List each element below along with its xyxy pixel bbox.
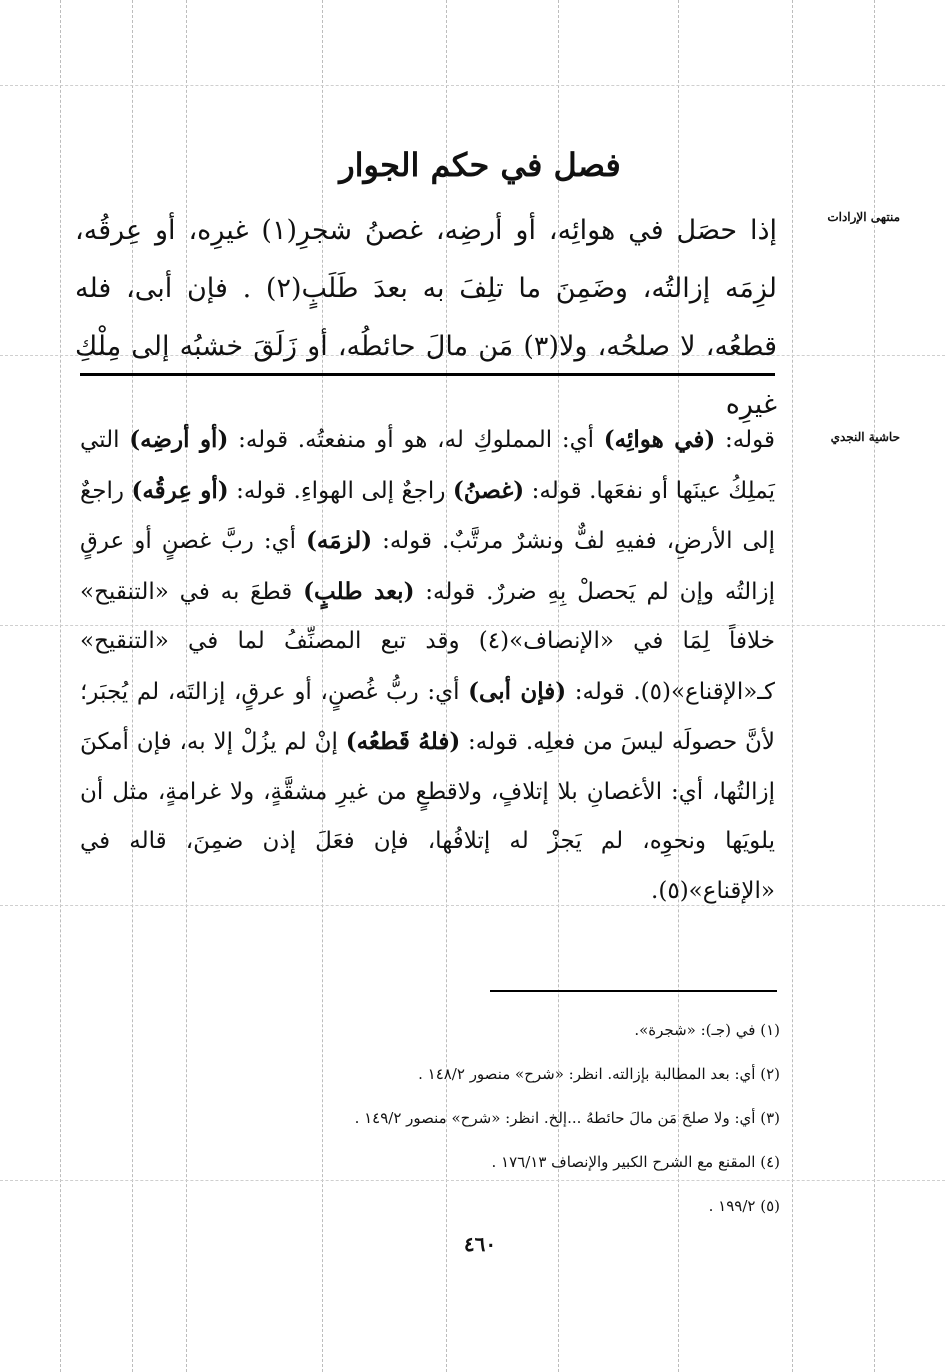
footnotes bbox=[240, 1008, 780, 1228]
footnote-item: (٥) ١٩٩/٢ . bbox=[708, 1197, 780, 1215]
hashiya-quoted-term: (بعد طلبٍ) bbox=[303, 577, 415, 605]
hashiya-text bbox=[80, 415, 775, 916]
guide-line bbox=[60, 0, 61, 1372]
guide-line bbox=[0, 85, 945, 86]
hashiya-segment: أي: المملوكِ له، هو أو منفعتُه. قوله: bbox=[228, 427, 604, 453]
footnote-item: (٤) المقنع مع الشرح الكبير والإنصاف ١٧٦/١٣ . bbox=[491, 1153, 780, 1171]
guide-line bbox=[874, 0, 875, 1372]
hashiya-label: حاشية النجدي bbox=[830, 430, 900, 444]
footnote-rule bbox=[490, 990, 777, 992]
footnote-item: (٢) أي: بعد المطالبة بإزالته. انظر: «شرح» منصور ١٤٨/٢ . bbox=[418, 1065, 780, 1083]
hashiya-quoted-term: (أو أرضِه) bbox=[129, 426, 229, 453]
page-number: ٤٦٠ bbox=[463, 1232, 497, 1256]
matn-label: منتهى الإرادات bbox=[827, 210, 900, 224]
hashiya-segment: قوله: bbox=[715, 427, 775, 453]
hashiya-paragraph bbox=[80, 415, 775, 916]
matn-text bbox=[75, 202, 777, 434]
footnote-item: (٣) أي: ولا صلحَ مَن مالَ حائطهُ ...إلخ. انظر: «شرح» منصور ١٤٩/٢ . bbox=[354, 1109, 780, 1127]
hashiya-segment: أي: ربُّ غُصنٍ، أو عرقٍ، إزالتَه، لم يُجبَر؛ لأنَّ حصولَه ليسَ من فعلِه. قوله: bbox=[80, 678, 775, 755]
guide-line bbox=[792, 0, 793, 1372]
footnote-item: (١) في (جـ): «شجرة». bbox=[634, 1021, 780, 1039]
hashiya-quoted-term: (فلهُ قَطعُه) bbox=[345, 728, 461, 755]
hashiya-segment: إنْ لم يزُلْ إلا به، فإن أمكنَ إزالتُها، أي: الأغصانِ بلا إتلافٍ، ولاقطعٍ من غيرِ مشقَّةٍ، ولا غرامةٍ، مثل أن يلويَها ونحوِه، لم يَجزْ له إتلافُها، فإن فعَلَ إذن ضمِنَ، قاله في «الإقناع»(٥). bbox=[80, 729, 775, 904]
hashiya-segment: راجعٌ إلى الأرضِ، ففيهِ لفٌّ ونشرٌ مرتَّبٌ. قوله: bbox=[80, 477, 775, 554]
hashiya-segment: راجعٌ إلى الهواءِ. قوله: bbox=[228, 477, 453, 504]
hashiya-quoted-term: (لزمَه) bbox=[305, 527, 373, 554]
separator-rule bbox=[80, 373, 775, 376]
matn-paragraph: إذا حصَل في هوائِه، أو أرضِه، غصنُ شجرِ(١) غيرِه، أو عِرقُه، لزِمَه إزالتُه، وضَمِنَ ما تلِفَ به بعدَ طَلَبٍ(٢) . فإن أبى، فله قطعُه، لا صلحُه، ولا(٣) مَن مالَ حائطُه، أو زَلَقَ خشبُه إلى مِلْكِ غيرِه bbox=[75, 215, 778, 420]
hashiya-quoted-term: (في هوائِه) bbox=[603, 426, 716, 453]
hashiya-quoted-term: (أو عِرقُه) bbox=[131, 476, 229, 504]
hashiya-segment: أي: ربَّ غصنٍ أو عرقٍ إزالتُه وإن لم يَحصلْ بِهِ ضررٌ. قوله: bbox=[80, 528, 775, 605]
hashiya-quoted-term: (فإن أبى) bbox=[468, 677, 567, 705]
hashiya-segment: قطعَ به في «التنقيح» خلافاً لِمَا في «الإنصاف»(٤) وقد تبع المصنِّفُ لما في «التنقيح» كـ«الإقناع»(٥). قوله: bbox=[80, 578, 775, 705]
hashiya-segment: التي يَملِكُ عينَها أو نفعَها. قوله: bbox=[80, 427, 775, 504]
section-title: فصل في حكم الجوار bbox=[339, 146, 621, 184]
hashiya-quoted-term: (غصنُ) bbox=[452, 476, 525, 504]
